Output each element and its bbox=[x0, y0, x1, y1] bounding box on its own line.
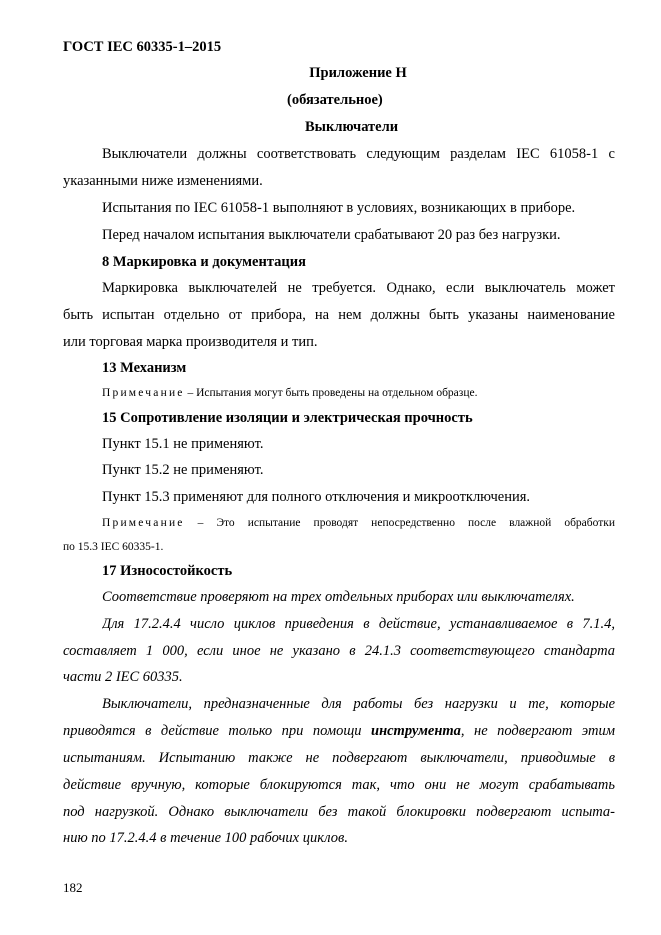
section-17-heading: 17 Износостойкость bbox=[102, 563, 233, 579]
intro-paragraph-2: Испытания по IEC 61058-1 выполняют в условиях, возникающих в приборе. bbox=[102, 200, 576, 216]
section-15-note-line-1 bbox=[102, 514, 615, 533]
section-13-heading: 13 Механизм bbox=[102, 360, 187, 376]
section-17-paragraph-3-line-6: нию по 17.2.4.4 в течение 100 рабочих циклов. bbox=[63, 830, 348, 846]
section-8-heading: 8 Маркировка и документация bbox=[102, 254, 306, 270]
section-17-paragraph-2-line-1: Для 17.2.4.4 число циклов приведения в действие, устанавливаемое в 7.1.4, bbox=[102, 616, 615, 632]
section-8-line-3: или торговая марка производителя и тип. bbox=[63, 334, 318, 350]
section-17-paragraph-2-line-3: части 2 IEC 60335. bbox=[63, 669, 183, 685]
note-text: – Это испытание проводят непосредственно после влажной обработки bbox=[184, 517, 615, 529]
section-15-item-1: Пункт 15.1 не применяют. bbox=[102, 436, 264, 452]
intro-paragraph-1-line-2: указанными ниже изменениями. bbox=[63, 173, 263, 189]
section-8-line-2: быть испытан отдельно от прибора, на нем должны быть указаны наименование bbox=[63, 307, 615, 323]
section-15-note-line-2: по 15.3 IEC 60335-1. bbox=[63, 541, 164, 553]
section-17-paragraph-3-line-2 bbox=[63, 722, 615, 741]
note-label: Примечание bbox=[102, 517, 185, 529]
section-17-paragraph-1: Соответствие проверяют на трех отдельных приборах или выключателях. bbox=[102, 589, 575, 605]
p3-line2-end: , не подвергают этим bbox=[460, 723, 615, 739]
section-15-item-3: Пункт 15.3 применяют для полного отключения и микроотключения. bbox=[102, 489, 531, 505]
intro-paragraph-1-line-1: Выключатели должны соответствовать следующим разделам IEC 61058-1 с bbox=[102, 146, 615, 162]
section-15-heading: 15 Сопротивление изоляции и электрическая прочность bbox=[102, 410, 473, 426]
section-13-note bbox=[102, 384, 615, 403]
page-number: 182 bbox=[63, 880, 83, 895]
annex-name: Выключатели bbox=[305, 119, 399, 135]
page-header-standard: ГОСТ IEC 60335-1–2015 bbox=[63, 39, 222, 55]
section-17-paragraph-3-line-3: испытаниям. Испытанию также не подвергают выключатели, приводимые в bbox=[63, 750, 615, 766]
section-17-paragraph-2-line-2: составляет 1 000, если иное не указано в 24.1.3 соответствующего стандарта bbox=[63, 643, 615, 659]
section-17-paragraph-3-line-4: действие вручную, которые блокируются так, что они не могут срабатывать bbox=[63, 777, 615, 793]
section-17-paragraph-3-line-1: Выключатели, предназначенные для работы без нагрузки и те, которые bbox=[102, 696, 615, 712]
note-text: – Испытания могут быть проведены на отдельном образце. bbox=[184, 387, 478, 399]
note-label: Примечание bbox=[102, 387, 185, 399]
section-15-item-2: Пункт 15.2 не применяют. bbox=[102, 462, 264, 478]
annex-title: Приложение Н bbox=[309, 65, 407, 81]
section-17-paragraph-3-line-5: под нагрузкой. Однако выключатели без такой блокировки подвергают испыта- bbox=[63, 804, 615, 820]
section-8-line-1: Маркировка выключателей не требуется. Однако, если выключатель может bbox=[102, 280, 615, 296]
p3-line2-start: приводятся в действие только при помощи bbox=[63, 723, 371, 739]
annex-status: (обязательное) bbox=[287, 92, 383, 108]
intro-paragraph-3: Перед началом испытания выключатели срабатывают 20 раз без нагрузки. bbox=[102, 227, 561, 243]
instrument-emphasis: инструмента bbox=[371, 723, 461, 739]
